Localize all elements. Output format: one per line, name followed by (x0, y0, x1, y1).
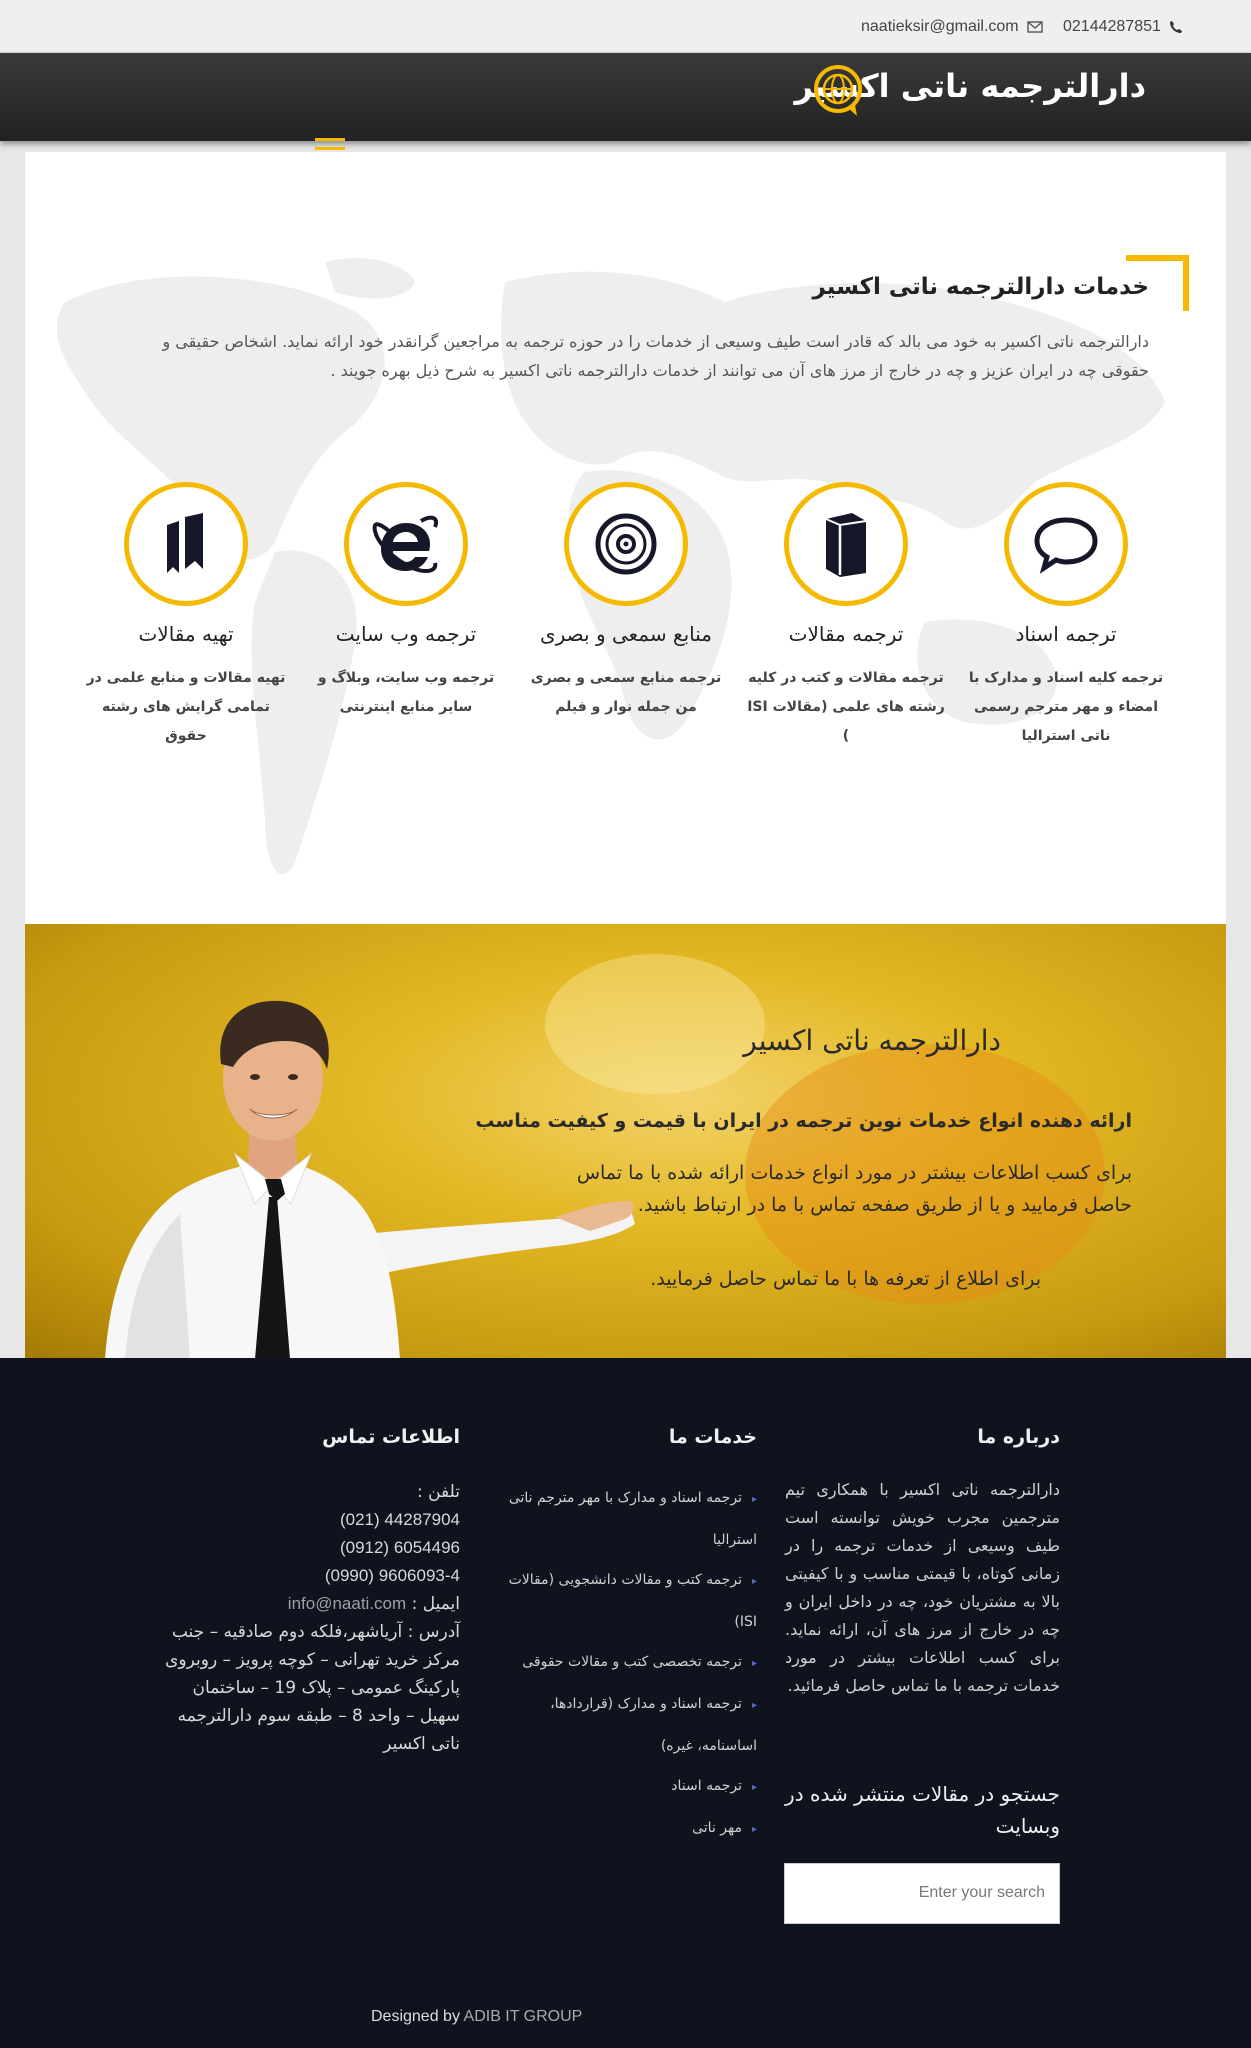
service-desc: تهیه مقالات و منابع علمی در تمامی گرایش های رشته حقوق (86, 670, 286, 744)
footer-contact-info (160, 1478, 460, 1758)
topbar-phone[interactable] (1063, 18, 1183, 36)
footer-contact-title: اطلاعات تماس (322, 1426, 460, 1448)
speech-bubble-icon (1031, 514, 1101, 574)
footer-search-input[interactable]: Enter your search (784, 1863, 1060, 1924)
service-name[interactable]: منابع سمعی و بصری (539, 622, 713, 646)
internet-explorer-icon (371, 511, 441, 577)
footer-about-title: درباره ما (977, 1426, 1060, 1448)
phone-icon (1169, 20, 1183, 34)
site-footer (0, 1358, 1251, 2048)
service-card[interactable] (526, 482, 726, 722)
service-icon-circle[interactable] (124, 482, 248, 606)
promo-subtitle: ارائه دهنده انواع خدمات نوین ترجمه در ایران با قیمت و کیفیت مناسب (475, 1110, 1132, 1132)
service-name[interactable]: ترجمه مقالات (788, 622, 904, 646)
topbar-email-text[interactable]: naatieksir@gmail.com (861, 18, 1019, 35)
envelope-icon (1027, 21, 1043, 33)
phone-label: تلفن : (416, 1482, 460, 1502)
footer-service-link[interactable]: ▸ترجمه اسناد (671, 1778, 757, 1794)
service-card[interactable] (306, 482, 506, 722)
topbar-email[interactable] (861, 18, 1043, 36)
site-logo-text[interactable]: دارالترجمه ناتی اکسیر (794, 67, 1146, 105)
phone-number[interactable]: (0912) 6054496 (339, 1538, 460, 1557)
phone-number[interactable]: (021) 44287904 (339, 1510, 460, 1529)
service-name[interactable]: ترجمه وب سایت (335, 622, 477, 646)
footer-search-title: جستجو در مقالات منتشر شده در وبسایت (785, 1782, 1060, 1838)
chevron-icon: ▸ (751, 1824, 757, 1835)
designer-credit (371, 2008, 582, 2026)
email-link[interactable]: info@naati.com (287, 1594, 407, 1613)
disc-icon (594, 512, 658, 576)
service-desc: ترجمه منابع سمعی و بصری من جمله نوار و فیلم (530, 670, 722, 715)
globe-logo-icon[interactable] (811, 64, 865, 118)
email-row (160, 1590, 460, 1618)
service-desc: ترجمه وب سایت، وبلاگ و سایر منابع اینترنتی (317, 670, 495, 715)
phone-number[interactable]: (0990) 9606093-4 (324, 1566, 460, 1585)
service-card[interactable] (746, 482, 946, 751)
service-desc: ترجمه کلیه اسناد و مدارک با امضاء و مهر مترجم رسمی ناتی استرالیا (968, 670, 1164, 744)
footer-services-title: خدمات ما (668, 1426, 757, 1448)
service-name[interactable]: تهیه مقالات (138, 622, 234, 646)
promo-banner (25, 924, 1226, 1358)
chevron-icon: ▸ (751, 1782, 757, 1793)
designer-link[interactable]: ADIB IT GROUP (463, 2008, 583, 2025)
services-section (25, 152, 1226, 924)
chevron-icon: ▸ (751, 1494, 757, 1505)
chevron-icon: ▸ (751, 1700, 757, 1711)
top-bar (0, 0, 1251, 53)
services-title: خدمات دارالترجمه ناتی اکسیر (812, 274, 1149, 300)
footer-service-link[interactable]: ▸ترجمه اسناد و مدارک (قراردادها، اساسنامه، غیره) (550, 1696, 757, 1754)
services-description: دارالترجمه ناتی اکسیر به خود می بالد که قادر است طیف وسیعی از خدمات را در حوزه ترجمه به مراجعین گرانقدر خود ارائه نماید. اشخاص حقیقی و حقوقی چه در ایران عزیز و چه در خارج از مرز های آن می توانند از خدمات دارالترجمه ناتی اکسیر به شرح ذیل بهره جویند . (162, 332, 1149, 380)
designed-by-label: Designed by (371, 2008, 460, 2025)
address-text: آدرس : آریاشهر،فلکه دوم صادقیه – جنب مرکز خرید تهرانی – کوچه پرویز – روبروی پارکینگ عمومی – پلاک 19 – ساختمان سهیل – واحد 8 – طبقه سوم دارالترجمه ناتی اکسیر (165, 1622, 460, 1754)
topbar-phone-text[interactable]: 02144287851 (1063, 18, 1161, 35)
footer-service-link[interactable]: ▸ترجمه اسناد و مدارک با مهر مترجم ناتی استرالیا (508, 1490, 757, 1548)
main-navbar (0, 53, 1251, 141)
service-card[interactable] (86, 482, 286, 751)
service-icon-circle[interactable] (344, 482, 468, 606)
service-icon-circle[interactable] (1004, 482, 1128, 606)
service-card[interactable] (966, 482, 1166, 751)
promo-pricing-text: برای اطلاع از تعرفه ها با ما تماس حاصل فرمایید. (650, 1268, 1041, 1290)
chevron-icon: ▸ (751, 1658, 757, 1669)
footer-about-text: دارالترجمه ناتی اکسیر با همکاری تیم مترجمین مجرب خویش توانسته است طیف وسیعی از خدمات ترجمه را در زمانی کوتاه، با قیمتی مناسب و با کیفیتی بالا به مشتریان خود، چه در داخل ایران و چه در خارج از مرز های آن، ارائه نماید. برای کسب اطلاعات بیشتر در مورد خدمات ترجمه با ما تماس حاصل فرمائید. (785, 1480, 1060, 1695)
service-icon-circle[interactable] (564, 482, 688, 606)
email-label: ایمیل : (411, 1594, 460, 1614)
service-desc: ترجمه مقالات و کتب در کلیه رشته های علمی (مقالات ISI ) (747, 670, 945, 744)
footer-services-list (487, 1478, 757, 1850)
service-icon-circle[interactable] (784, 482, 908, 606)
footer-service-link[interactable]: ▸ترجمه کتب و مقالات دانشجویی (مقالات ISI) (508, 1572, 757, 1630)
promo-paragraph: برای کسب اطلاعات بیشتر در مورد انواع خدمات ارائه شده با ما تماس حاصل فرمایید و یا از طریق صفحه تماس با ما در ارتباط باشید. (576, 1162, 1132, 1216)
chevron-icon: ▸ (751, 1576, 757, 1587)
footer-service-link[interactable]: ▸ترجمه تخصصی کتب و مقالات حقوقی (522, 1654, 757, 1670)
promo-title: دارالترجمه ناتی اکسیر (743, 1024, 1001, 1057)
bookmark-icon (163, 511, 209, 577)
service-name[interactable]: ترجمه اسناد (1015, 622, 1117, 646)
book-icon (818, 511, 874, 577)
footer-service-link[interactable]: ▸مهر ناتی (692, 1820, 757, 1836)
